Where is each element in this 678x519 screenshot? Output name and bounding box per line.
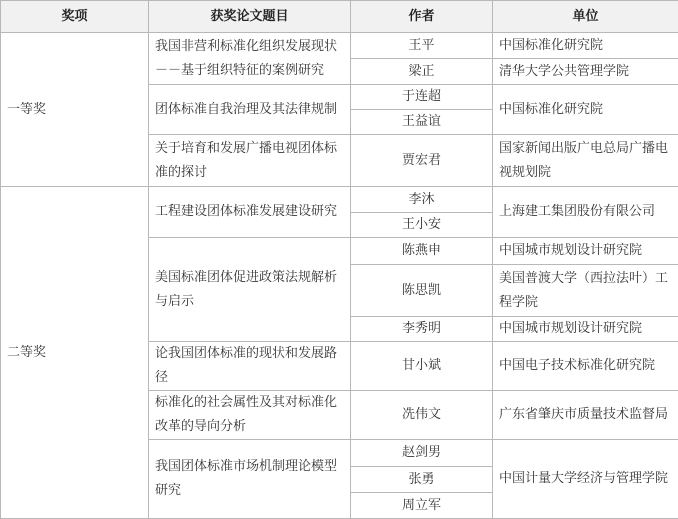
header-title: 获奖论文题目 [149, 1, 351, 33]
author-name: 冼伟文 [351, 391, 493, 440]
author-name: 王小安 [351, 213, 493, 238]
author-name: 于连超 [351, 85, 493, 110]
header-author: 作者 [351, 1, 493, 33]
author-unit: 清华大学公共管理学院 [493, 59, 678, 85]
award-level: 一等奖 [1, 33, 149, 187]
author-name: 甘小斌 [351, 342, 493, 391]
author-unit: 中国城市规划设计研究院 [493, 238, 678, 265]
author-unit: 中国计量大学经济与管理学院 [493, 440, 678, 519]
author-unit: 广东省肇庆市质量技术监督局 [493, 391, 678, 440]
paper-title: 工程建设团体标准发展建设研究 [149, 187, 351, 238]
table-row [1, 33, 678, 59]
author-name: 张勇 [351, 467, 493, 493]
author-name: 赵剑男 [351, 440, 493, 467]
author-name: 李秀明 [351, 317, 493, 342]
author-unit: 国家新闻出版广电总局广播电视规划院 [493, 135, 678, 187]
award-level: 二等奖 [1, 187, 149, 519]
author-unit: 中国标准化研究院 [493, 33, 678, 59]
author-unit: 上海建工集团股份有限公司 [493, 187, 678, 238]
header-unit: 单位 [493, 1, 678, 33]
author-name: 王平 [351, 33, 493, 59]
paper-title: 关于培育和发展广播电视团体标准的探讨 [149, 135, 351, 187]
author-name: 王益谊 [351, 110, 493, 135]
author-name: 贾宏君 [351, 135, 493, 187]
author-name: 李沐 [351, 187, 493, 213]
author-name: 陈思凯 [351, 265, 493, 317]
paper-title: 标准化的社会属性及其对标准化改革的导向分析 [149, 391, 351, 440]
paper-title: 论我国团体标准的现状和发展路径 [149, 342, 351, 391]
header-award: 奖项 [1, 1, 149, 33]
author-name: 梁正 [351, 59, 493, 85]
author-unit: 美国普渡大学（西拉法叶）工程学院 [493, 265, 678, 317]
header-row [1, 1, 678, 33]
table-row [1, 187, 678, 213]
author-name: 陈燕申 [351, 238, 493, 265]
author-unit: 中国标准化研究院 [493, 85, 678, 135]
paper-title: 团体标准自我治理及其法律规制 [149, 85, 351, 135]
author-name: 周立军 [351, 493, 493, 519]
paper-title: 我国团体标准市场机制理论模型研究 [149, 440, 351, 519]
paper-title: 我国非营利标准化组织发展现状－－基于组织特征的案例研究 [149, 33, 351, 85]
paper-title: 美国标准团体促进政策法规解析与启示 [149, 238, 351, 342]
author-unit: 中国城市规划设计研究院 [493, 317, 678, 342]
author-unit: 中国电子技术标准化研究院 [493, 342, 678, 391]
